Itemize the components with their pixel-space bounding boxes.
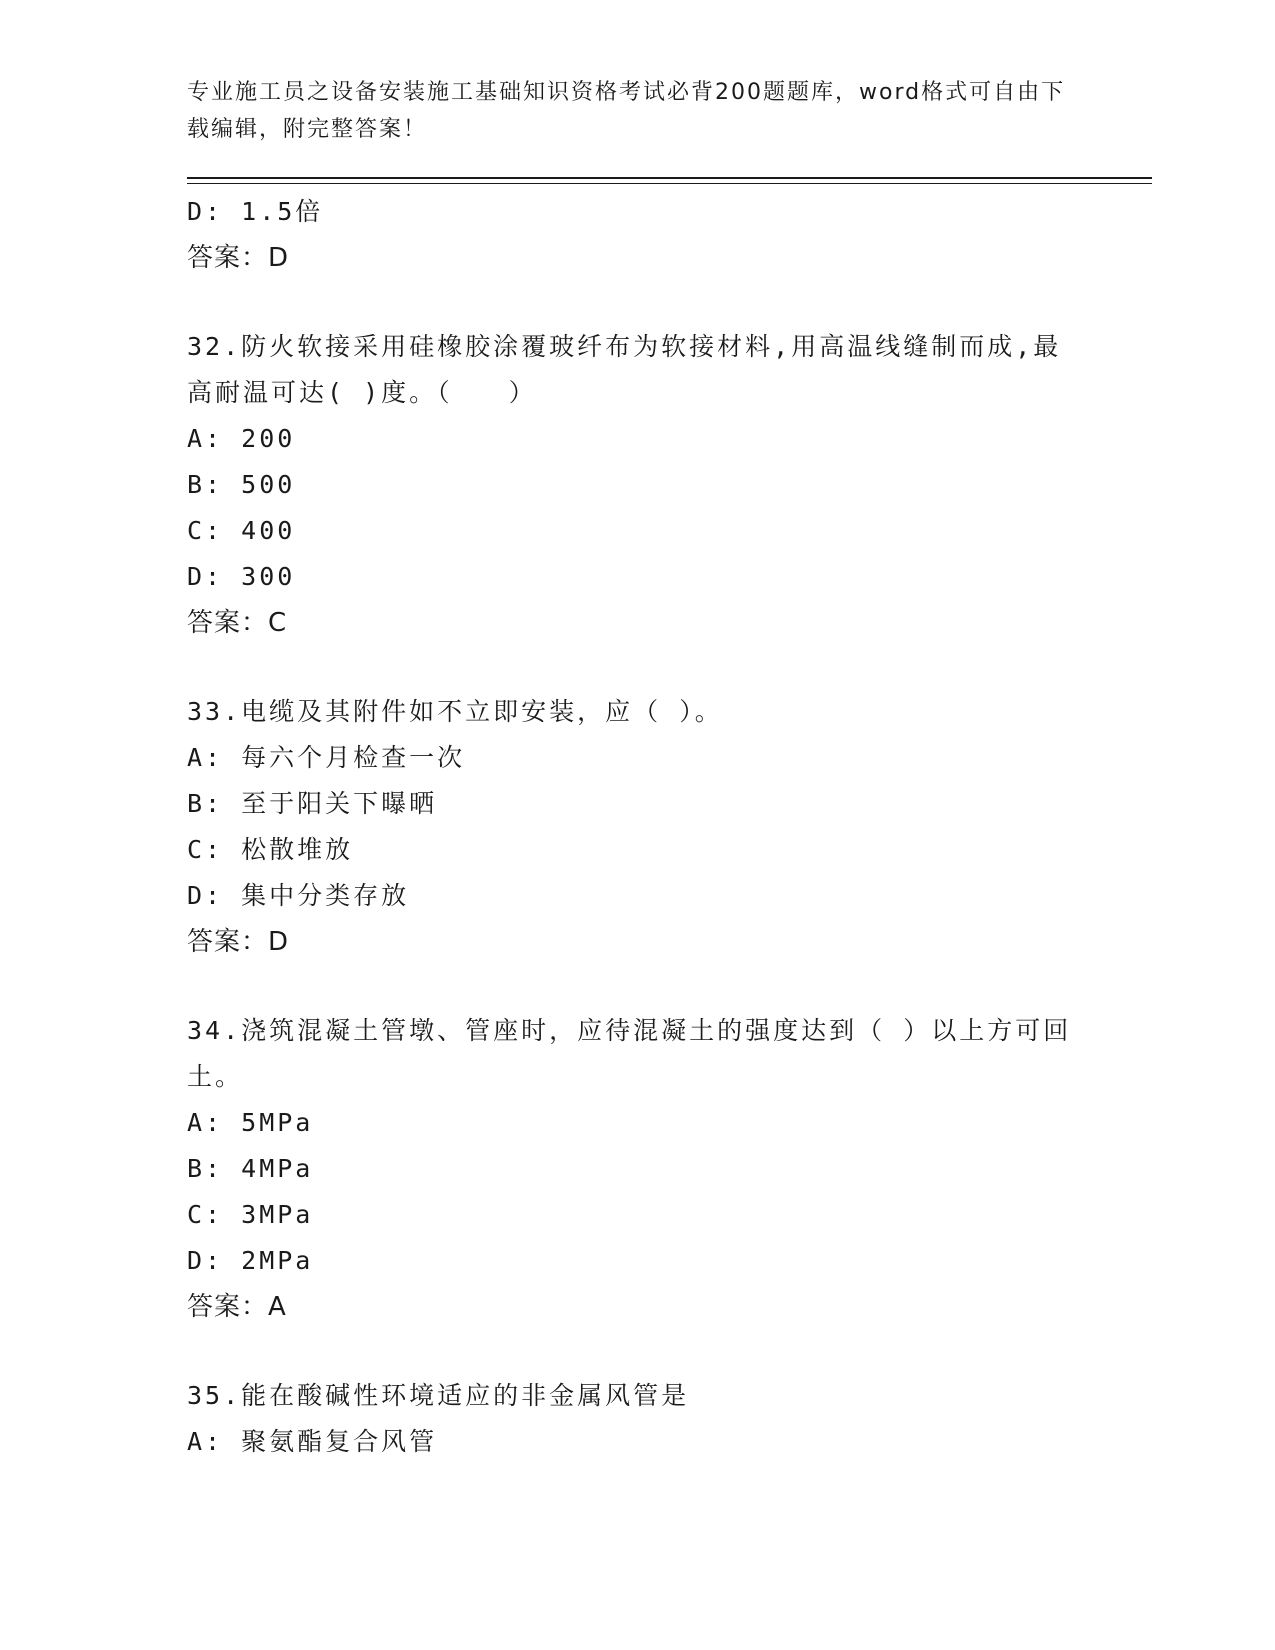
answer-line: 答案：D: [187, 243, 290, 273]
question-text: 32.防火软接采用硅橡胶涂覆玻纤布为软接材料,用高温线缝制而成,最高耐温可达( )度。（ ）: [187, 332, 1062, 407]
question-block: [187, 1008, 1087, 1330]
option-c: C: 3MPa: [187, 1200, 314, 1229]
question-list: [187, 189, 1087, 1465]
question-text: 33.电缆及其附件如不立即安装，应（ ）。: [187, 697, 723, 726]
option-c: C: 400: [187, 516, 296, 545]
option-a: A: 200: [187, 424, 296, 453]
option-a: A: 5MPa: [187, 1108, 314, 1137]
option-b: B: 至于阳关下曝晒: [187, 789, 438, 818]
option-d: D: 2MPa: [187, 1246, 314, 1275]
option-b: B: 4MPa: [187, 1154, 314, 1183]
document-header: 专业施工员之设备安装施工基础知识资格考试必背200题题库，word格式可自由下载编辑，附完整答案！: [187, 80, 1066, 142]
option-c: C: 松散堆放: [187, 835, 354, 864]
question-block: [187, 689, 1087, 965]
option-d: D: 集中分类存放: [187, 881, 410, 910]
header-divider-thin: [187, 183, 1152, 184]
question-block: [187, 1373, 1087, 1465]
header-divider: [187, 177, 1152, 179]
option-a: A: 聚氨酯复合风管: [187, 1427, 438, 1456]
option-b: B: 500: [187, 470, 296, 499]
question-text: 34.浇筑混凝土管墩、管座时，应待混凝土的强度达到（ ）以上方可回土。: [187, 1016, 1072, 1091]
option-a: A: 每六个月检查一次: [187, 743, 466, 772]
answer-line: 答案：C: [187, 608, 288, 638]
option-d: D: 1.5倍: [187, 197, 324, 226]
option-d: D: 300: [187, 562, 296, 591]
question-block: [187, 324, 1087, 646]
answer-line: 答案：A: [187, 1292, 287, 1322]
question-text: 35.能在酸碱性环境适应的非金属风管是: [187, 1381, 690, 1410]
answer-line: 答案：D: [187, 927, 290, 957]
